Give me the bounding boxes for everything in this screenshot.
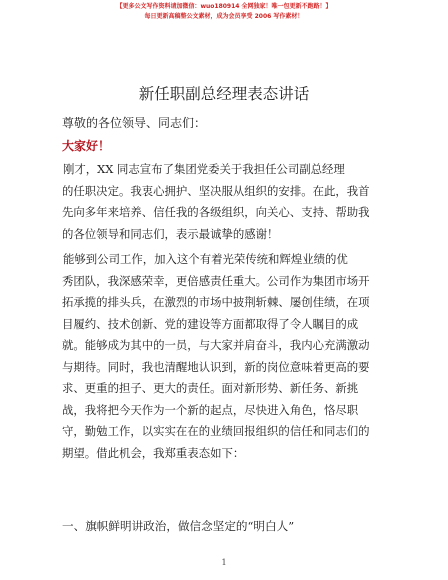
paragraph-2-line: 目履约、技术创新、党的建设等方面都取得了令人瞩目的成	[62, 316, 359, 331]
paragraph-1	[62, 159, 392, 245]
salutation: 尊敬的各位领导、同志们：	[62, 116, 207, 130]
paragraph-2-line: 求、更重的担子、更大的责任。面对新形势、新任务、新挑	[62, 381, 359, 395]
paragraph-1-line: 的各位领导和同志们，表示最诚挚的感谢！	[62, 226, 279, 241]
promo-banner-line-2: 每日更新高稿整公文素材，成为会员享受 2006 写作素材！	[144, 13, 304, 20]
paragraph-1-line: 的任职决定。我衷心拥护、坚决服从组织的安排。在此，我首	[62, 183, 370, 198]
paragraph-2-line: 战，我将把今天作为一个新的起点，尽快进入角色，恪尽职	[62, 402, 359, 417]
paragraph-2-line: 秀团队，我深感荣幸，更倍感责任重大。公司作为集团市场开	[62, 273, 370, 288]
paragraph-1-line: 刚才，XX 同志宣布了集团党委关于我担任公司副总经理	[63, 162, 345, 176]
paragraph-2-line: 就。能够成为其中的一员，与大家并肩奋斗，我内心充满激动	[62, 338, 370, 352]
page-number: 1	[221, 558, 227, 567]
section-heading-1: 一、旗帜鲜明讲政治，做信念坚定的“明白人”	[62, 519, 295, 533]
paragraph-2-line: 能够到公司工作，加入这个有着光荣传统和辉煌业绩的优	[63, 252, 348, 266]
greeting: 大家好！	[62, 139, 111, 153]
paragraph-2	[62, 249, 392, 464]
paragraph-2-line: 期望。借此机会，我郑重表态如下：	[62, 445, 245, 460]
promo-banner-line-1: 【更多公文写作资料请加微信：wuo180914 全网独家！唯一包更新不跑路！】	[116, 3, 332, 10]
document-title: 新任职副总经理表态讲话	[138, 85, 310, 103]
paragraph-2-line: 拓承揽的排头兵，在激烈的市场中披荆斩棘、屡创佳绩，在项	[62, 295, 370, 309]
paragraph-2-line: 与期待。同时，我也清醒地认识到，新的岗位意味着更高的要	[62, 359, 370, 374]
paragraph-1-line: 先向多年来培养、信任我的各级组织，向关心、支持、帮助我	[62, 205, 370, 219]
paragraph-2-line: 守，勤勉工作，以实实在在的业绩回报组织的信任和同志们的	[62, 424, 370, 438]
